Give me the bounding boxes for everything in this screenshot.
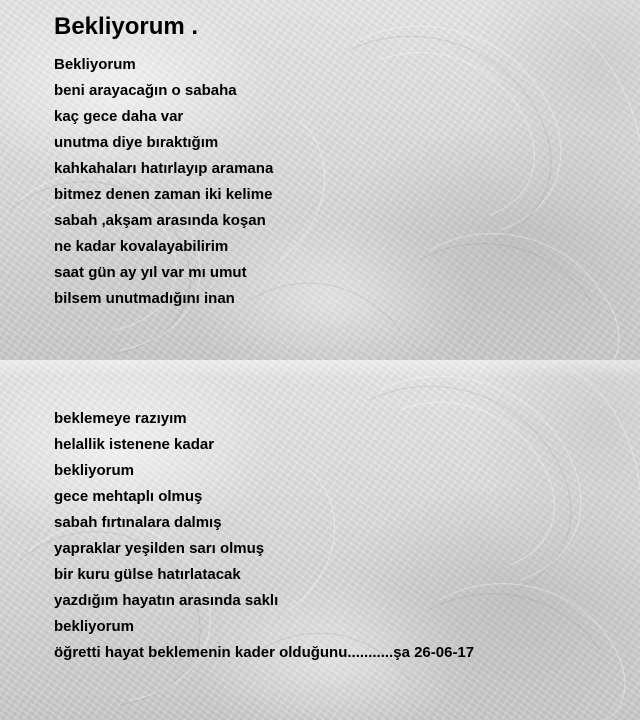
poem-line: beni arayacağın o sabaha [54,82,237,99]
poem-line: öğretti hayat beklemenin kader olduğunu...........şa 26-06-17 [54,644,475,661]
poem-line: yapraklar yeşilden sarı olmuş [54,540,265,557]
poem-line: helallik istenene kadar [54,436,215,453]
poem-line: saat gün ay yıl var mı umut [54,264,247,281]
poem-line: bekliyorum [54,618,135,635]
poem-line: kahkahaları hatırlayıp aramana [54,160,274,177]
background-panel-bottom [0,360,640,720]
poem-line: bitmez denen zaman iki kelime [54,186,273,203]
poem-line: sabah ,akşam arasında koşan [54,212,266,229]
poem-line: kaç gece daha var [54,108,184,125]
poem-line: gece mehtaplı olmuş [54,488,203,505]
poem-line: beklemeye razıyım [54,410,187,427]
poem-line: ne kadar kovalayabilirim [54,238,229,255]
poem-title: Bekliyorum . [54,13,199,40]
poem-line: bilsem unutmadığını inan [54,290,235,307]
poem-line: Bekliyorum [54,56,136,73]
poem-line: bekliyorum [54,462,135,479]
stanza-first [54,52,273,312]
poem-line: yazdığım hayatın arasında saklı [54,592,279,609]
poem-line: unutma diye bıraktığım [54,134,219,151]
stanza-second [54,406,474,666]
poem-line: bir kuru gülse hatırlatacak [54,566,241,583]
poem-line: sabah fırtınalara dalmış [54,514,222,531]
